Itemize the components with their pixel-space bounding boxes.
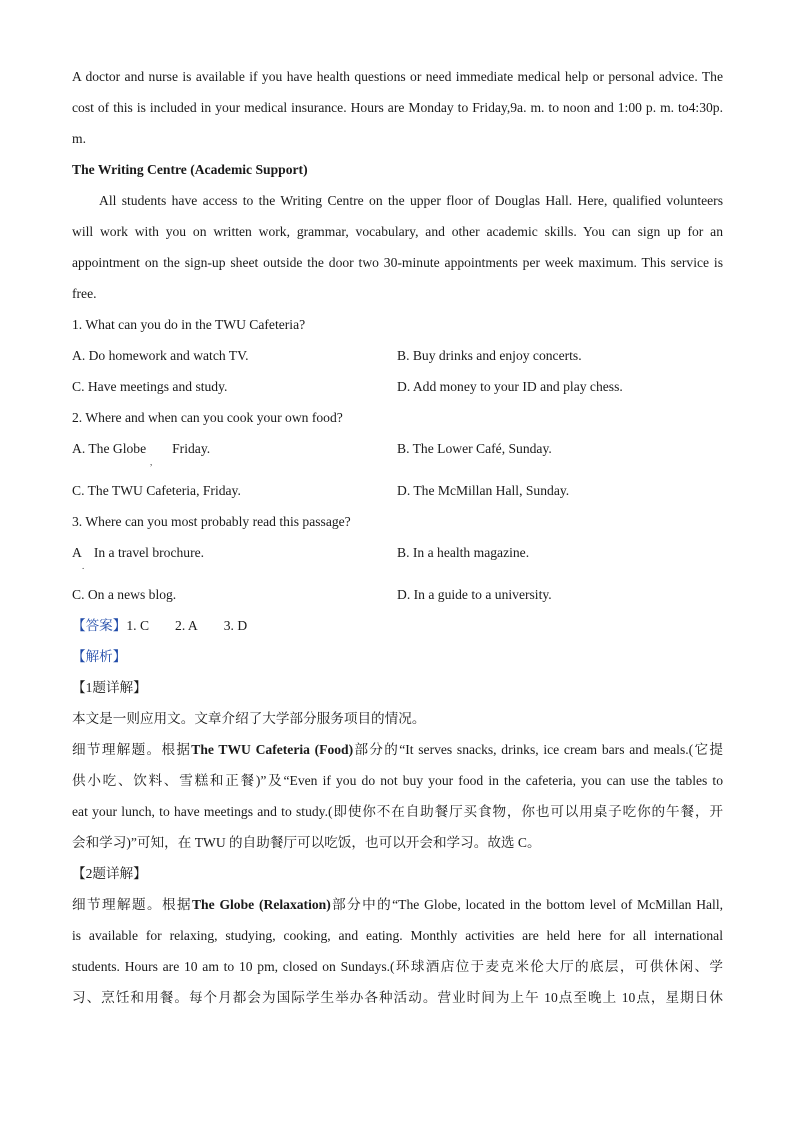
q2-detail-line-3: students. Hours are 10 am to 10 pm, closed on Sundays.(环球酒店位于麦克米伦大厅的底层，可供休闲、学 bbox=[72, 959, 723, 974]
question-2-option-a-pre: A. The Globe bbox=[72, 441, 147, 456]
answer-line bbox=[72, 617, 723, 635]
question-3-option-a-pre: A bbox=[72, 545, 82, 560]
q1-line-2-pre: 细节理解题。根据 bbox=[72, 742, 192, 757]
question-2-option-a bbox=[72, 440, 210, 458]
question-3-option-a bbox=[72, 544, 204, 562]
q1-detail-line-2 bbox=[72, 741, 723, 759]
q1-line-2-bold: The TWU Cafeteria (Food) bbox=[191, 742, 354, 757]
analysis-tag: 【解析】 bbox=[72, 649, 127, 664]
intro-line-1: A doctor and nurse is available if you have health questions or need immediate medical help or personal advice. The bbox=[72, 69, 723, 84]
q2-line-1-post: 部分中的“The Globe, located in the bottom level of McMillan Hall, bbox=[330, 897, 724, 912]
q2-detail-line-4: 习、烹饪和用餐。每个月都会为国际学生举办各种活动。营业时间为上午 10点至晚上 10点，星期日休 bbox=[72, 990, 723, 1005]
q1-detail-line-4: eat your lunch, to have meetings and to study.(即使你不在自助餐厅买食物，你也可以用桌子吃你的午餐，开 bbox=[72, 804, 723, 819]
intro-line-3: m. bbox=[72, 131, 86, 146]
answer-item: 1. C bbox=[126, 618, 150, 633]
question-1-stem: 1. What can you do in the TWU Cafeteria? bbox=[72, 317, 306, 332]
question-3-option-a-post: In a travel brochure. bbox=[93, 545, 205, 560]
q2-detail-line-2: is available for relaxing, studying, cooking, and eating. Monthly activities are held here for all international bbox=[72, 928, 723, 943]
question-2-option-c: C. The TWU Cafeteria, Friday. bbox=[72, 483, 241, 498]
q2-detail-tag: 【2题详解】 bbox=[72, 866, 147, 881]
question-1-option-c: C. Have meetings and study. bbox=[72, 379, 228, 394]
q1-detail-line-3: 供小吃、饮料、雪糕和正餐)”及“Even if you do not buy your food in the cafeteria, you can use the tables to bbox=[72, 773, 723, 788]
q2-line-1-pre: 细节理解题。根据 bbox=[72, 897, 192, 912]
stray-mark: , bbox=[150, 457, 153, 467]
answer-tag: 【答案】 bbox=[72, 618, 127, 633]
question-3-option-b: B. In a health magazine. bbox=[397, 545, 530, 560]
q2-line-1-bold: The Globe (Relaxation) bbox=[191, 897, 331, 912]
q1-detail-tag: 【1题详解】 bbox=[72, 680, 147, 695]
stray-mark: . bbox=[82, 561, 85, 571]
question-1-option-a: A. Do homework and watch TV. bbox=[72, 348, 249, 363]
question-2-stem: 2. Where and when can you cook your own food? bbox=[72, 410, 343, 425]
writing-centre-heading: The Writing Centre (Academic Support) bbox=[72, 162, 308, 177]
question-2-option-b: B. The Lower Café, Sunday. bbox=[397, 441, 552, 456]
q1-detail-line-5: 会和学习)”可知，在 TWU 的自助餐厅可以吃饭，也可以开会和学习。故选 C。 bbox=[72, 835, 541, 850]
question-3-option-c: C. On a news blog. bbox=[72, 587, 177, 602]
question-1-option-b: B. Buy drinks and enjoy concerts. bbox=[397, 348, 582, 363]
q1-detail-line-1: 本文是一则应用文。文章介绍了大学部分服务项目的情况。 bbox=[72, 711, 426, 726]
writing-centre-line-2: will work with you on written work, grammar, vocabulary, and other academic skills. You can sign up for an bbox=[72, 224, 723, 239]
answer-item: 2. A bbox=[175, 618, 198, 633]
writing-centre-line-3: appointment on the sign-up sheet outside the door two 30-minute appointments per week maximum. This service is bbox=[72, 255, 723, 270]
writing-centre-line-4: free. bbox=[72, 286, 97, 301]
q1-line-2-post: 部分的“It serves snacks, drinks, ice cream bars and meals.(它提 bbox=[353, 742, 723, 757]
q2-detail-line-1 bbox=[72, 896, 723, 914]
question-3-option-d: D. In a guide to a university. bbox=[397, 587, 552, 602]
question-2-option-d: D. The McMillan Hall, Sunday. bbox=[397, 483, 570, 498]
question-2-option-a-post: Friday. bbox=[172, 441, 211, 456]
question-1-option-d: D. Add money to your ID and play chess. bbox=[397, 379, 623, 394]
question-3-stem: 3. Where can you most probably read this passage? bbox=[72, 514, 351, 529]
intro-line-2: cost of this is included in your medical insurance. Hours are Monday to Friday,9a. m. to noon and 1:00 p. m. to4:30p. bbox=[72, 100, 723, 115]
writing-centre-line-1: All students have access to the Writing Centre on the upper floor of Douglas Hall. Here, qualified volunteers bbox=[99, 193, 723, 208]
answer-item: 3. D bbox=[223, 618, 248, 633]
